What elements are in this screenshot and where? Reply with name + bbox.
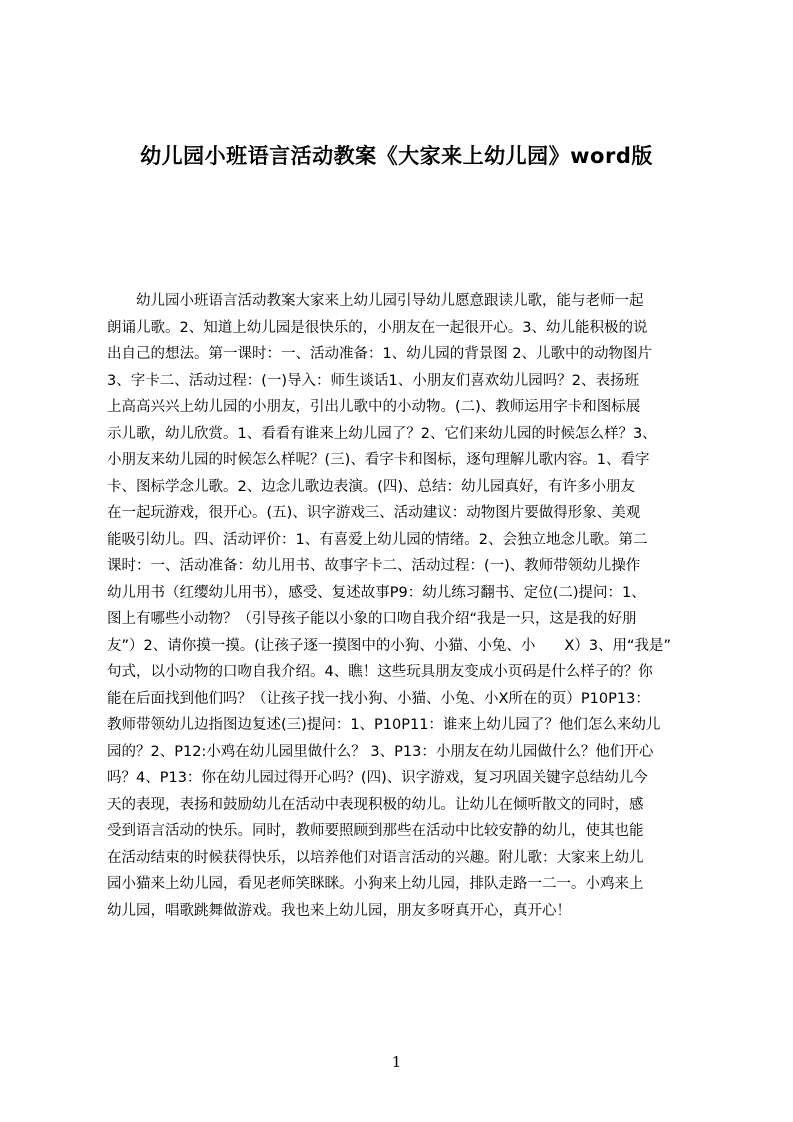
body-line: 能吸引幼儿。四、活动评价：1、有喜爱上幼儿园的情绪。2、会独立地念儿歌。第二 (107, 531, 648, 548)
page-number: 1 (391, 1053, 402, 1071)
document-title: 幼儿园小班语言活动教案《大家来上幼儿园》word版 (140, 144, 653, 168)
body-line: 小朋友来幼儿园的时候怎么样呢？(三)、看字卡和图标，逐句理解儿歌内容。1、看字 (107, 452, 650, 468)
body-line: 幼儿用书（红缨幼儿用书），感受、复述故事P9：幼儿练习翻书、定位(二)提问：1、 (107, 584, 646, 601)
body-line: 园的？2、P12:小鸡在幼儿园里做什么？ 3、P13：小朋友在幼儿园做什么？他们开心 (107, 743, 654, 760)
body-line: 上高高兴兴上幼儿园的小朋友，引出儿歌中的小动物。(二)、教师运用字卡和图标展 (107, 399, 641, 415)
body-line: 示儿歌，幼儿欣赏。1、看看有谁来上幼儿园了？2、它们来幼儿园的时候怎么样？3、 (107, 425, 657, 442)
document-body (107, 288, 699, 924)
body-line: 3、字卡二、活动过程：(一)导入：师生谈话1、小朋友们喜欢幼儿园吗？2、表扬班 (107, 372, 639, 389)
body-line: 课时：一、活动准备：幼儿用书、故事字卡二、活动过程：(一)、教师带领幼儿操作 (107, 558, 641, 574)
body-line: 幼儿园，唱歌跳舞做游戏。我也来上幼儿园，朋友多呀真开心，真开心！ (107, 902, 571, 919)
body-line: 在一起玩游戏，很开心。(五)、识字游戏三、活动建议：动物图片要做得形象、美观 (107, 505, 641, 521)
body-line: 吗？4、P13：你在幼儿园过得开心吗？(四)、识字游戏，复习巩固关键字总结幼儿今 (107, 770, 648, 786)
body-line: 受到语言活动的快乐。同时，教师要照顾到那些在活动中比较安静的幼儿，使其也能 (107, 823, 644, 839)
body-line: 友”）2、请你摸一摸。(让孩子逐一摸图中的小狗、小猫、小兔、小 X）3、用“我是” (107, 637, 672, 654)
body-line: 能在后面找到他们吗？（让孩子找一找小狗、小猫、小兔、小X所在的页）P10P13： (107, 690, 650, 707)
body-line: 园小猫来上幼儿园，看见老师笑眯眯。小狗来上幼儿园，排队走路一二一。小鸡来上 (107, 876, 644, 892)
body-line: 图上有哪些小动物？（引导孩子能以小象的口吻自我介绍“我是一只，这是我的好朋 (107, 611, 637, 627)
body-line: 天的表现，表扬和鼓励幼儿在活动中表现积极的幼儿。让幼儿在倾听散文的同时，感 (107, 796, 644, 813)
body-line: 卡、图标学念儿歌。2、边念儿歌边表演。(四)、总结：幼儿园真好，有许多小朋友 (107, 478, 636, 495)
body-line: 朗诵儿歌。2、知道上幼儿园是很快乐的，小朋友在一起很开心。3、幼儿能积极的说 (107, 319, 648, 336)
body-line: 在活动结束的时候获得快乐，以培养他们对语言活动的兴趣。附儿歌：大家来上幼儿 (107, 849, 644, 866)
body-line: 句式，以小动物的口吻自我介绍。4、瞧！这些玩具朋友变成小页码是什么样子的？你 (107, 664, 653, 680)
body-line: 教师带领幼儿边指图边复述(三)提问：1、P10P11：谁来上幼儿园了？他们怎么来幼儿 (107, 717, 661, 733)
body-line: 幼儿园小班语言活动教案大家来上幼儿园引导幼儿愿意跟读儿歌，能与老师一起 (107, 293, 644, 309)
body-line: 出自己的想法。第一课时：一、活动准备：1、幼儿园的背景图 2、儿歌中的动物图片 (107, 346, 653, 362)
